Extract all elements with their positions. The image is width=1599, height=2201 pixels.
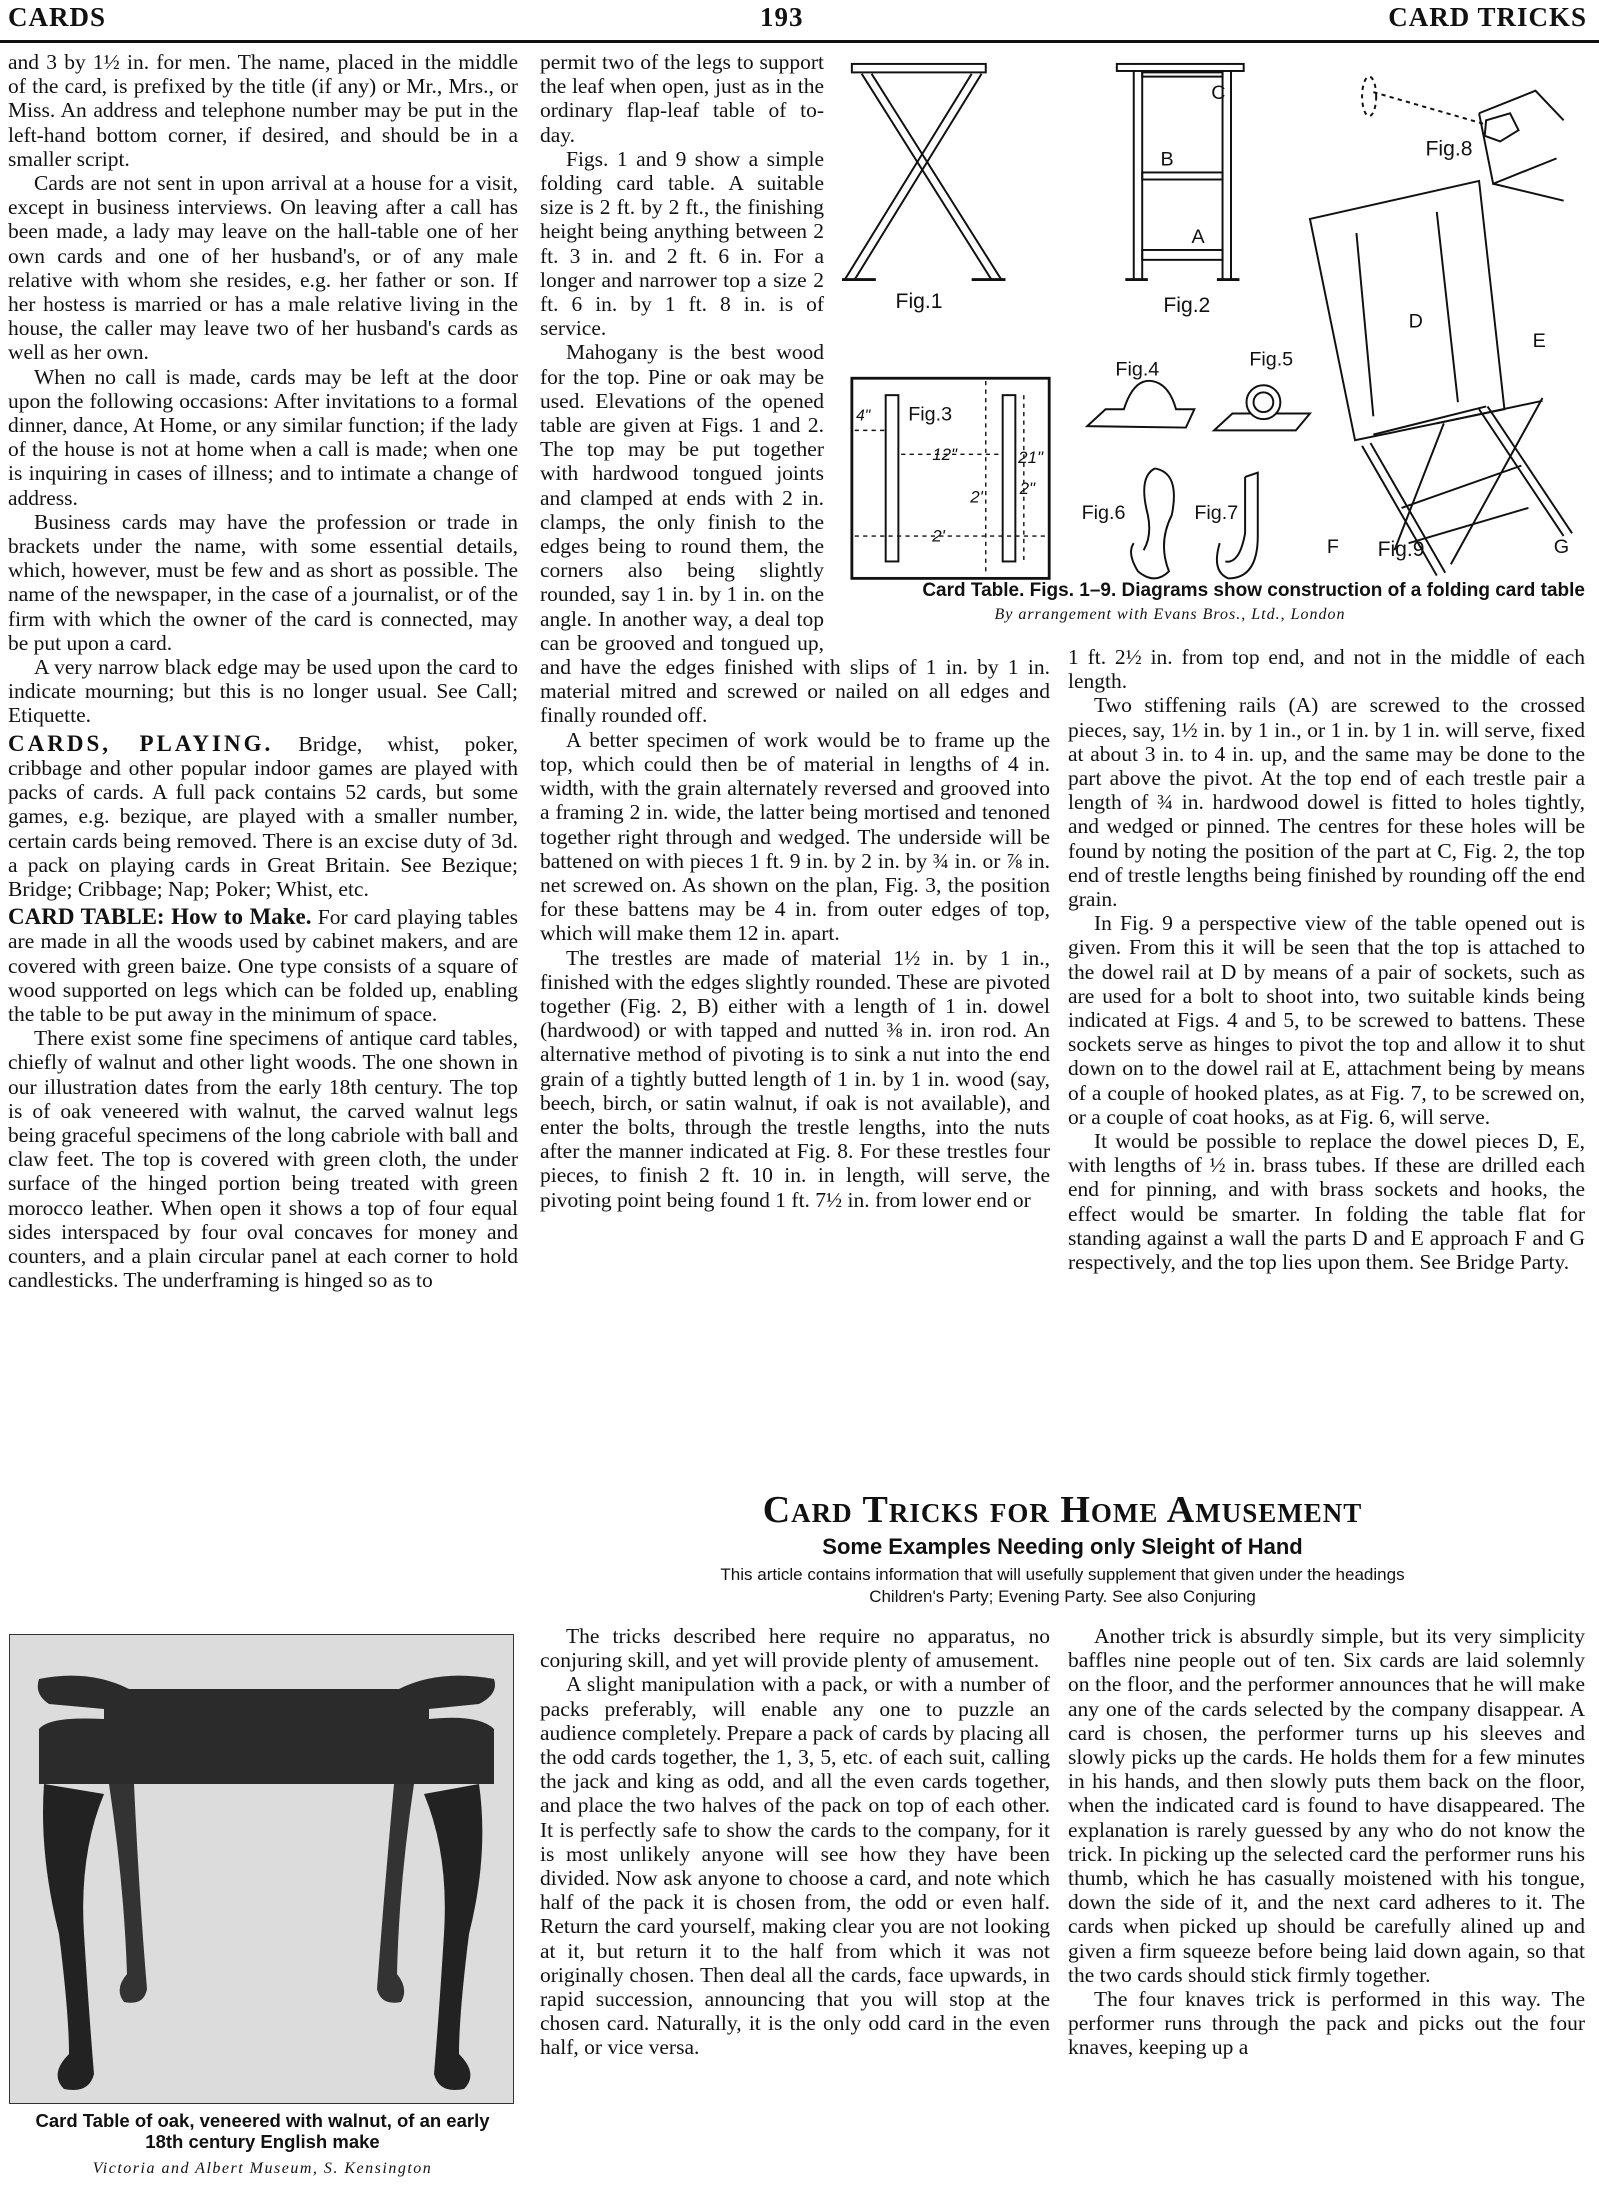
paragraph: The four knaves trick is performed in this way. The performer runs through the pack and picks out the four knaves, keeping up a — [1068, 1987, 1585, 2060]
fig1-label: Fig.1 — [895, 289, 943, 313]
dim-12in: 12" — [932, 444, 958, 464]
article-note — [540, 1564, 1585, 1608]
entry-cards-playing — [8, 732, 518, 901]
tricks-column-left — [540, 1624, 1050, 2060]
article-title: Card Tricks for Home Amusement — [762, 1489, 1363, 1531]
figure-credit: By arrangement with Evans Bros., Ltd., London — [994, 606, 1346, 623]
entry-heading: CARD TABLE: How to Make. — [8, 904, 312, 930]
paragraph: When no call is made, cards may be left at the door upon the following occasions: After invitations to a formal dinner, dance, At Home, or any similar function; if the lady of the house is not at home when a call is made; when one is inquiring in cases of illness; and to intimate a change of address. — [8, 364, 518, 510]
page-number: 193 — [760, 2, 804, 32]
paragraph: Another trick is absurdly simple, but its very simplicity baffles nine people out of ten. Six cards are laid solemnly on the floor, and the performer announces that he will make any one of the cards selected by the company disappear. A card is chosen, the performer turns up his sleeves and slowly picks up the cards. He holds them for a few minutes in his hands, and then slowly puts them back on the floor, when the indicated card is found to have disappeared. The explanation is rarely guessed by any who do not know the trick. In picking up the selected card the performer runs his thumb, which he has casually moistened with his tongue, down the side of it, and the next card adheres to it. The cards when picked up should be carefully alined up and given a firm squeeze before being laid down again, so that the two cards should stick firmly together. — [1068, 1624, 1585, 1987]
paragraph: and 3 by 1½ in. for men. The name, placed in the middle of the card, is prefixed by the title (if any) or Mr., Mrs., or Miss. An address and telephone number may be put in the left-hand bottom corner, if desired, and should be in a smaller script. — [8, 50, 518, 171]
label-a: A — [1191, 225, 1205, 248]
fig3-diagram — [852, 378, 1049, 578]
figure-caption: Card Table. Figs. 1–9. Diagrams show construction of a folding card table — [922, 580, 1585, 601]
tricks-column-right — [1068, 1624, 1585, 2060]
card-table-photograph — [9, 1634, 514, 2104]
article-subtitle: Some Examples Needing only Sleight of Hand — [822, 1534, 1303, 1559]
fig9-diagram — [1310, 181, 1572, 576]
paragraph: It would be possible to replace the dowel pieces D, E, with lengths of ½ in. brass tubes. If these are drilled each end for pinning, and with brass sockets and hooks, the effect would be smarter. In folding the table flat for standing against a wall the parts D and E approach F and G respectively, and the top lies upon them. See Bridge Party. — [1068, 1129, 1585, 1275]
entry-text: Bridge, whist, poker, cribbage and other popular indoor games are played with packs of cards. A full pack contains 52 cards, but some games, e.g. bezique, are played with a smaller number, certain cards being removed. There is an excise duty of 3d. a pack on playing cards in Great Britain. See Bezique; Bridge; Cribbage; Nap; Poker; Whist, etc. — [8, 731, 518, 901]
paragraph: A slight manipulation with a pack, or with a number of packs preferably, will enable any one to puzzle an audience completely. Prepare a pack of cards by placing all the odd cards together, the 1, 3, 5, etc. of each suit, calling the jack and king as odd, and all the even cards together, and place the two halves of the pack on top of each other. It is perfectly safe to show the cards to the company, for it is most unlikely anyone will see how they have been divided. Now ask anyone to choose a card, and note which half of the pack it is chosen from, the odd or even half. Return the card yourself, making clear you are not looking at it, but return it to the half from which it was not originally chosen. Then deal all the cards, face upwards, in rapid succession, announcing that you will stop at the chosen card. Naturally, it is the only odd card in the even half, or vice versa. — [540, 1672, 1050, 2060]
fig5-label: Fig.5 — [1249, 348, 1294, 371]
paragraph: Two stiffening rails (A) are screwed to the crossed pieces, say, 1½ in. by 1 in., or 1 in. by 1 in. will serve, fixed at about 3 in. to 4 in. up, and the same may be done to the part above the pivot. At the top end of each trestle pair a length of ¾ in. hardwood dowel is fitted to holes tightly, and wedged or pinned. The centres for these holes will be found by noting the position of the part at C, Fig. 2, the top end of trestle lengths being finished by rounding off the end grain. — [1068, 693, 1585, 912]
paragraph: Mahogany is the best wood for the top. Pine or oak may be used. Elevations of the opened table are given at Figs. 1 and 2. The top may be put together with hardwood tongued joints and clamped at ends with 2 in. clamps, the only finish to the edges being to round them, the corners also being slightly rounded, say 1 in. by 1 in. on the angle. In another way, a deal top can be grooved and tongued up, and have the edges finished with slips of 1 in. by 1 in. material mitred and screwed or nailed on all edges and finally rounded off. — [540, 340, 1050, 728]
fig6-coat-hook — [1082, 468, 1174, 578]
fig1-diagram — [842, 64, 1005, 313]
article-heading — [540, 1488, 1585, 1608]
fig6-label: Fig.6 — [1081, 502, 1126, 525]
fig7-hooked-plate — [1194, 473, 1257, 579]
paragraph: Cards are not sent in upon arrival at a house for a visit, except in business interviews. On leaving after a call has been made, a lady may leave on the hall-table one of her own cards and one of her husband's, or of any male relative with whom she resides, e.g. her father or son. If her hostess is married or has a male relative living in the house, the caller may leave two of her husband's cards as well as her own. — [8, 171, 518, 365]
running-head-right: CARD TRICKS — [1388, 2, 1587, 32]
paragraph: permit two of the legs to support the leaf when open, just as in the ordinary flap-leaf table of to-day. — [540, 50, 824, 147]
article-note-line: This article contains information that will usefully supplement that given under the headings — [720, 1565, 1405, 1584]
photo-credit: Victoria and Albert Museum, S. Kensington — [92, 2160, 433, 2177]
running-head-left: CARDS — [8, 2, 107, 32]
entry-card-table — [8, 905, 518, 1026]
paragraph: Business cards may have the profession or trade in brackets under the name, with some essential details, which, however, must be few and as short as possible. The name of the newspaper, in the case of a journalist, or of the firm with which the owner of the card is connected, may be put upon a card. — [8, 509, 518, 655]
paragraph: 1 ft. 2½ in. from top end, and not in the middle of each length. — [1068, 645, 1585, 694]
article-note-line: Children's Party; Evening Party. See also Conjuring — [869, 1587, 1256, 1606]
photo-caption-line: Card Table of oak, veneered with walnut, of an early — [35, 2110, 490, 2131]
dim-2in: 2" — [1019, 478, 1035, 498]
fig8-label: Fig.8 — [1425, 137, 1473, 161]
column-3 — [1068, 645, 1585, 1274]
photo-caption — [5, 2110, 520, 2152]
paragraph: There exist some fine specimens of antique card tables, chiefly of walnut and other light woods. The one shown in our illustration dates from the early 18th century. The top is of oak veneered with walnut, the carved walnut legs being graceful specimens of the long cabriole with ball and claw feet. The top is covered with green cloth, the under surface of the hinged portion being treated with green morocco leather. When open it shows a top of four equal sides interspaced by four oval concaves for money and counters, and a plain circular panel at each corner to hold candlesticks. The underframing is hinged so as to — [8, 1026, 518, 1293]
fig4-label: Fig.4 — [1115, 358, 1160, 381]
fig4-socket — [1087, 358, 1194, 427]
label-f: F — [1326, 536, 1339, 559]
label-d: D — [1408, 310, 1423, 333]
column-1 — [8, 50, 518, 1292]
entry-heading: CARDS, PLAYING. — [8, 730, 274, 756]
entry-text: For card playing tables are made in all the woods used by cabinet makers, and are covered with green baize. One type consists of a square of wood supported on legs which can be folded up, enabling the table to be put away in the minimum of space. — [8, 905, 518, 1026]
label-c: C — [1211, 82, 1226, 105]
header-rule — [0, 40, 1599, 43]
label-e: E — [1532, 330, 1546, 353]
fig2-diagram — [1117, 64, 1244, 317]
paragraph: Figs. 1 and 9 show a simple folding card table. A suitable size is 2 ft. by 2 ft., the finishing height being anything between 2 ft. 3 in. and 2 ft. 6 in. For a longer and narrower top a size 2 ft. 6 in. by 1 ft. 8 in. is of service. — [540, 146, 824, 341]
photo-caption-line: 18th century English make — [145, 2131, 380, 2152]
paragraph: The tricks described here require no apparatus, no conjuring skill, and yet will provide plenty of amusement. — [540, 1624, 1050, 1673]
fig9-label: Fig.9 — [1377, 537, 1425, 561]
label-b: B — [1160, 148, 1174, 171]
dim-4in: 4" — [856, 407, 871, 425]
fig2-label: Fig.2 — [1163, 293, 1211, 317]
dim-2ft-horizontal: 2' — [932, 526, 945, 546]
dim-21in: 21" — [1018, 447, 1043, 467]
folding-card-table-diagrams — [842, 54, 1589, 632]
paragraph: In Fig. 9 a perspective view of the table opened out is given. From this it will be seen that the top is attached to the dowel rail at D by means of a pair of sockets, such as are used for a bolt to shoot into, two suitable kinds being indicated at Figs. 4 and 5, to be screwed to battens. These sockets serve as hinges to pivot the top and allow it to shut down on to the dowel rail at E, attachment being by means of a couple of hooked plates, as at Fig. 7, to be screwed on, or a couple of coat hooks, as at Fig. 6, will serve. — [1068, 911, 1585, 1129]
fig3-label: Fig.3 — [908, 403, 953, 426]
paragraph: A better specimen of work would be to frame up the top, which could then be of material in lengths of 4 in. width, with the grain alternately reversed and grooved into a framing 2 in. wide, the latter being mortised and tenoned together right through and wedged. The underside will be battened on with pieces 1 ft. 9 in. by 2 in. by ¾ in. or ⅞ in. net screwed on. As shown on the plan, Fig. 3, the position for these battens may be 4 in. from outer edges of top, which will make them 12 in. apart. — [540, 727, 1050, 946]
dim-2ft-vertical: 2' — [970, 487, 983, 507]
fig8-diagram — [1362, 77, 1564, 201]
fig7-label: Fig.7 — [1194, 502, 1239, 525]
paragraph: A very narrow black edge may be used upon the card to indicate mourning; but this is no longer usual. See Call; Etiquette. — [8, 655, 518, 728]
label-g: G — [1553, 536, 1570, 559]
fig5-socket — [1214, 349, 1310, 431]
paragraph: The trestles are made of material 1½ in. by 1 in., finished with the edges slightly rounded. These are pivoted together (Fig. 2, B) either with a length of 1 in. dowel (hardwood) or with tapped and nutted ⅜ in. iron rod. An alternative method of pivoting is to sink a nut into the end grain of a tightly butted length of 1 in. by 1 in. wood (say, beech, birch, or satin walnut, if oak is not available), and enter the bolts, through the trestle lengths, into the nuts after the manner indicated at Fig. 8. For these trestles four pieces, to finish 2 ft. 10 in. in length, will serve, the pivoting point being found 1 ft. 7½ in. from lower end or — [540, 945, 1050, 1212]
